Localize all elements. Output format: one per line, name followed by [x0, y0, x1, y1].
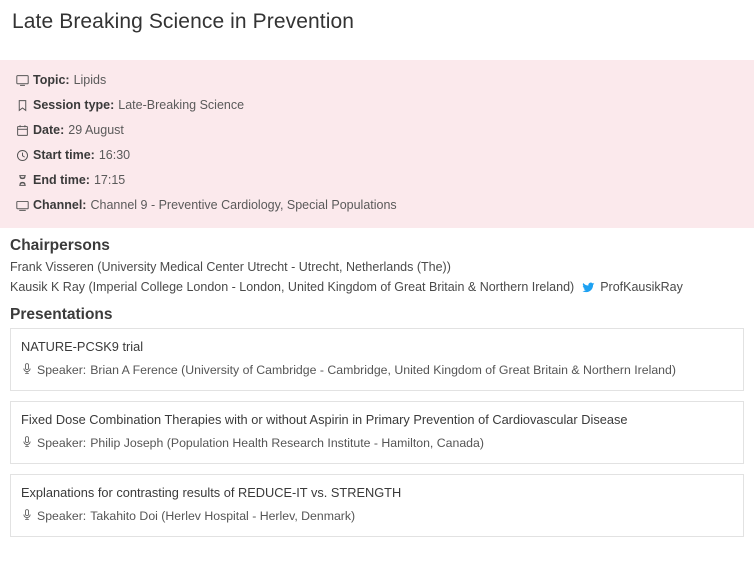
metadata-row-start-time	[0, 143, 754, 168]
speaker-label: Speaker:	[37, 509, 87, 523]
metadata-row-channel	[0, 193, 754, 218]
hourglass-icon	[16, 174, 33, 187]
metadata-row-session-type	[0, 93, 754, 118]
microphone-icon	[21, 362, 37, 375]
microphone-icon	[21, 508, 37, 521]
metadata-row-date	[0, 118, 754, 143]
metadata-value-end-time: 17:15	[93, 173, 126, 187]
monitor-icon	[16, 74, 33, 87]
twitter-handle: ProfKausikRay	[600, 280, 683, 294]
metadata-label-date: Date:	[33, 123, 65, 137]
speaker-name: Takahito Doi (Herlev Hospital - Herlev, Denmark)	[90, 509, 356, 523]
presentations-list	[0, 326, 754, 537]
chairperson-name: Frank Visseren (University Medical Center Utrecht - Utrecht, Netherlands (The))	[10, 260, 451, 274]
presentation-title: NATURE-PCSK9 trial	[21, 339, 144, 354]
presentation-card[interactable]	[10, 328, 744, 391]
presentation-speaker-row	[21, 508, 733, 525]
speaker-label: Speaker:	[37, 363, 87, 377]
presentation-card[interactable]	[10, 474, 744, 537]
metadata-value-topic: Lipids	[73, 73, 107, 87]
page-title: Late Breaking Science in Prevention	[12, 10, 355, 33]
metadata-value-channel: Channel 9 - Preventive Cardiology, Special Populations	[90, 198, 397, 212]
clock-icon	[16, 149, 33, 162]
metadata-row-end-time	[0, 168, 754, 193]
metadata-label-session-type: Session type:	[33, 98, 115, 112]
metadata-label-end-time: End time:	[33, 173, 90, 187]
screen-icon	[16, 199, 33, 212]
presentations-heading: Presentations	[10, 306, 113, 323]
twitter-icon	[582, 281, 595, 294]
metadata-row-topic	[0, 68, 754, 93]
speaker-name: Brian A Ference (University of Cambridge - Cambridge, United Kingdom of Great Britain & Northern Ireland)	[90, 363, 676, 377]
microphone-icon	[21, 435, 37, 448]
calendar-icon	[16, 124, 33, 137]
speaker-label: Speaker:	[37, 436, 87, 450]
speaker-name: Philip Joseph (Population Health Research Institute - Hamilton, Canada)	[90, 436, 484, 450]
presentation-title: Fixed Dose Combination Therapies with or without Aspirin in Primary Prevention of Cardiovascular Disease	[21, 412, 628, 427]
metadata-value-date: 29 August	[68, 123, 124, 137]
bookmark-icon	[16, 99, 33, 112]
chairperson-item	[10, 257, 754, 277]
presentation-card[interactable]	[10, 401, 744, 464]
session-metadata-panel	[0, 60, 754, 228]
metadata-label-topic: Topic:	[33, 73, 70, 87]
chairpersons-heading: Chairpersons	[10, 237, 110, 254]
chairperson-item	[10, 277, 754, 297]
chairperson-name: Kausik K Ray (Imperial College London - London, United Kingdom of Great Britain & Northern Ireland)	[10, 280, 575, 294]
presentation-speaker-row	[21, 362, 733, 379]
metadata-value-start-time: 16:30	[98, 148, 131, 162]
presentation-title: Explanations for contrasting results of REDUCE-IT vs. STRENGTH	[21, 485, 402, 500]
chairperson-twitter-link[interactable]	[582, 278, 683, 296]
presentation-speaker-row	[21, 435, 733, 452]
metadata-label-channel: Channel:	[33, 198, 87, 212]
chairpersons-list	[0, 257, 754, 297]
metadata-value-session-type: Late-Breaking Science	[118, 98, 245, 112]
metadata-label-start-time: Start time:	[33, 148, 95, 162]
